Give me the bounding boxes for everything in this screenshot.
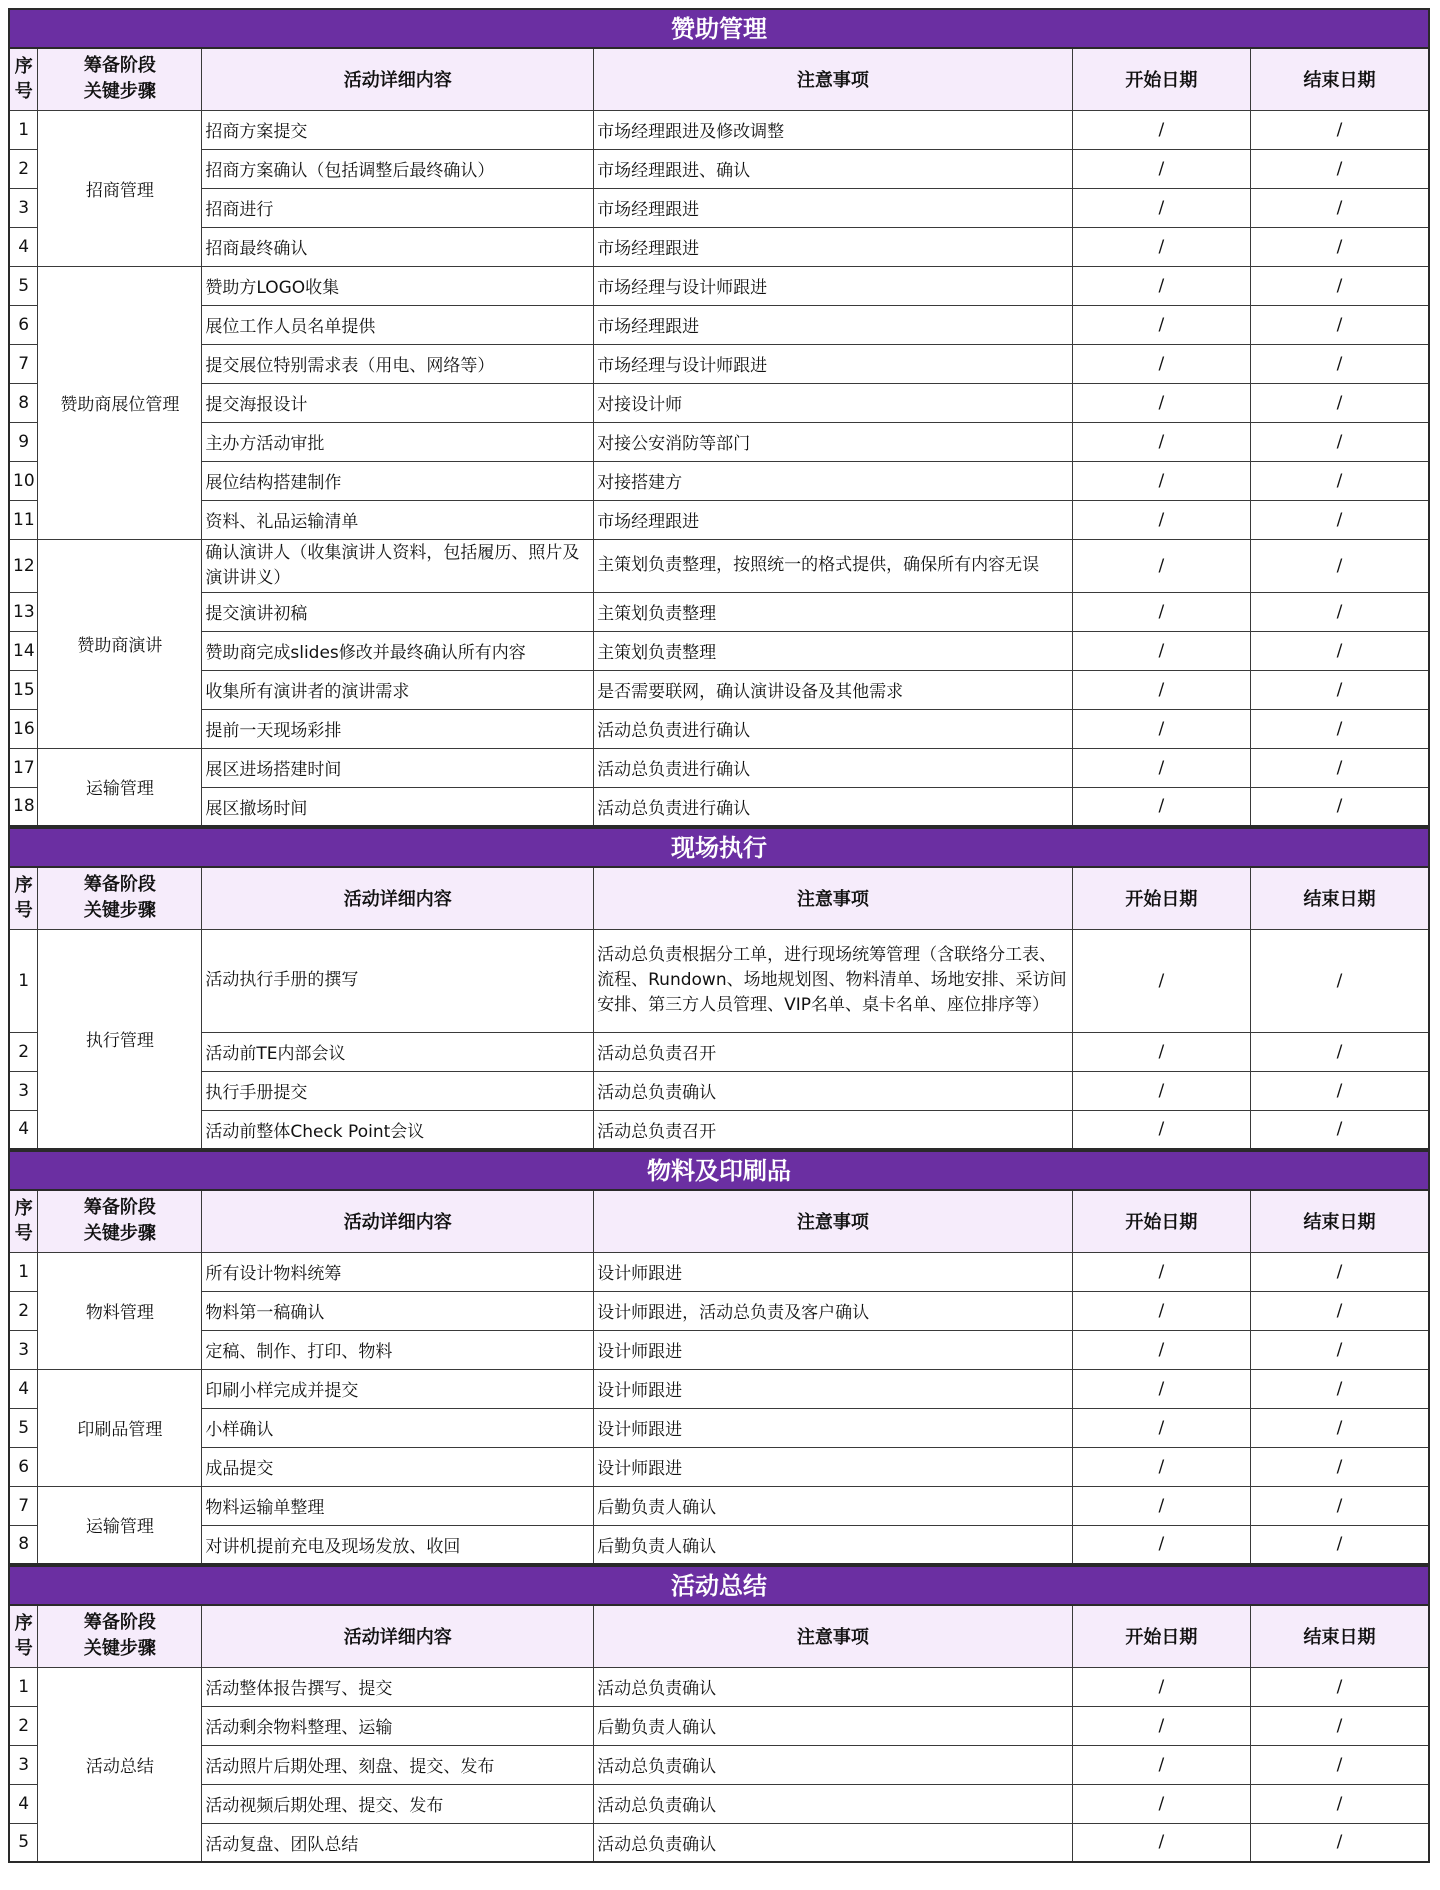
row-notes: 活动总负责召开	[594, 1032, 1073, 1071]
column-header-content: 活动详细内容	[202, 1605, 594, 1667]
column-header-stage-line2: 关键步骤	[83, 81, 156, 103]
row-notes: 市场经理与设计师跟进	[594, 266, 1073, 305]
column-header-start-date: 开始日期	[1072, 1190, 1250, 1252]
column-header-start-date: 开始日期	[1072, 867, 1250, 929]
row-end-date: /	[1251, 1447, 1429, 1486]
row-content: 招商方案确认（包括调整后最终确认）	[202, 149, 594, 188]
row-content: 印刷小样完成并提交	[202, 1369, 594, 1408]
table-row	[9, 1706, 1429, 1745]
row-content: 展区进场搭建时间	[202, 748, 594, 787]
row-start-date: /	[1072, 1447, 1250, 1486]
column-header-stage	[38, 867, 202, 929]
row-seq: 12	[9, 539, 38, 592]
row-start-date: /	[1072, 748, 1250, 787]
row-content: 展位工作人员名单提供	[202, 305, 594, 344]
column-header-stage-line1: 筹备阶段	[83, 55, 156, 77]
table-row	[9, 787, 1429, 826]
section-table	[8, 866, 1430, 1150]
row-end-date: /	[1251, 748, 1429, 787]
row-stage: 运输管理	[38, 1486, 202, 1564]
column-header-notes: 注意事项	[594, 1190, 1073, 1252]
row-notes: 市场经理跟进及修改调整	[594, 110, 1073, 149]
column-header-notes: 注意事项	[594, 1605, 1073, 1667]
row-start-date: /	[1072, 1784, 1250, 1823]
row-seq: 7	[9, 1486, 38, 1525]
row-notes: 后勤负责人确认	[594, 1486, 1073, 1525]
row-content: 物料第一稿确认	[202, 1291, 594, 1330]
row-seq: 5	[9, 1823, 38, 1862]
row-start-date: /	[1072, 227, 1250, 266]
row-start-date: /	[1072, 1525, 1250, 1564]
row-seq: 2	[9, 149, 38, 188]
row-seq: 1	[9, 110, 38, 149]
row-seq: 1	[9, 1252, 38, 1291]
row-seq: 4	[9, 227, 38, 266]
row-content: 招商方案提交	[202, 110, 594, 149]
row-notes: 活动总负责进行确认	[594, 787, 1073, 826]
row-start-date: /	[1072, 500, 1250, 539]
row-stage: 运输管理	[38, 748, 202, 826]
row-notes: 市场经理跟进	[594, 227, 1073, 266]
row-content: 招商进行	[202, 188, 594, 227]
column-header-stage-line1: 筹备阶段	[83, 874, 156, 896]
table-row	[9, 266, 1429, 305]
row-notes: 活动总负责确认	[594, 1667, 1073, 1706]
row-end-date: /	[1251, 539, 1429, 592]
row-content: 成品提交	[202, 1447, 594, 1486]
row-content: 活动复盘、团队总结	[202, 1823, 594, 1862]
table-row	[9, 1525, 1429, 1564]
column-header-stage-line2: 关键步骤	[83, 1223, 156, 1245]
row-end-date: /	[1251, 1525, 1429, 1564]
row-start-date: /	[1072, 539, 1250, 592]
row-stage: 赞助商演讲	[38, 539, 202, 748]
row-content: 物料运输单整理	[202, 1486, 594, 1525]
row-start-date: /	[1072, 1706, 1250, 1745]
table-row	[9, 709, 1429, 748]
table-row	[9, 1330, 1429, 1369]
row-seq: 4	[9, 1110, 38, 1149]
column-header-stage-line2: 关键步骤	[83, 900, 156, 922]
row-content: 确认演讲人（收集演讲人资料，包括履历、照片及演讲讲义）	[202, 539, 594, 592]
table-row	[9, 188, 1429, 227]
table-row	[9, 1252, 1429, 1291]
column-header-stage	[38, 1605, 202, 1667]
row-content: 赞助商完成slides修改并最终确认所有内容	[202, 631, 594, 670]
row-notes: 活动总负责确认	[594, 1745, 1073, 1784]
row-content: 提前一天现场彩排	[202, 709, 594, 748]
row-seq: 3	[9, 1745, 38, 1784]
row-end-date: /	[1251, 1486, 1429, 1525]
table-row	[9, 1110, 1429, 1149]
row-start-date: /	[1072, 670, 1250, 709]
row-notes: 设计师跟进	[594, 1330, 1073, 1369]
row-content: 展区撤场时间	[202, 787, 594, 826]
row-start-date: /	[1072, 1032, 1250, 1071]
row-end-date: /	[1251, 1745, 1429, 1784]
row-start-date: /	[1072, 631, 1250, 670]
column-header-seq: 序号	[9, 1190, 38, 1252]
row-content: 提交演讲初稿	[202, 592, 594, 631]
table-row	[9, 422, 1429, 461]
row-stage: 活动总结	[38, 1667, 202, 1862]
row-seq: 7	[9, 344, 38, 383]
column-header-start-date: 开始日期	[1072, 1605, 1250, 1667]
row-notes: 主策划负责整理，按照统一的格式提供，确保所有内容无误	[594, 539, 1073, 592]
row-start-date: /	[1072, 1330, 1250, 1369]
row-notes: 对接公安消防等部门	[594, 422, 1073, 461]
row-seq: 13	[9, 592, 38, 631]
row-start-date: /	[1072, 1408, 1250, 1447]
section-title: 物料及印刷品	[8, 1150, 1430, 1189]
row-start-date: /	[1072, 1110, 1250, 1149]
column-header-content: 活动详细内容	[202, 48, 594, 110]
row-end-date: /	[1251, 1784, 1429, 1823]
header-row	[9, 48, 1429, 110]
table-row	[9, 1486, 1429, 1525]
table-row	[9, 344, 1429, 383]
column-header-end-date: 结束日期	[1251, 48, 1429, 110]
row-content: 提交展位特别需求表（用电、网络等）	[202, 344, 594, 383]
table-row	[9, 670, 1429, 709]
row-end-date: /	[1251, 266, 1429, 305]
table-row	[9, 149, 1429, 188]
row-notes: 活动总负责确认	[594, 1784, 1073, 1823]
row-seq: 3	[9, 1071, 38, 1110]
row-end-date: /	[1251, 1667, 1429, 1706]
row-start-date: /	[1072, 383, 1250, 422]
row-notes: 活动总负责进行确认	[594, 709, 1073, 748]
row-stage: 印刷品管理	[38, 1369, 202, 1486]
row-seq: 14	[9, 631, 38, 670]
row-notes: 对接设计师	[594, 383, 1073, 422]
row-start-date: /	[1072, 1745, 1250, 1784]
row-content: 资料、礼品运输清单	[202, 500, 594, 539]
row-notes: 活动总负责确认	[594, 1823, 1073, 1862]
row-content: 赞助方LOGO收集	[202, 266, 594, 305]
row-seq: 3	[9, 188, 38, 227]
row-end-date: /	[1251, 227, 1429, 266]
row-end-date: /	[1251, 500, 1429, 539]
row-start-date: /	[1072, 188, 1250, 227]
table-row	[9, 1408, 1429, 1447]
row-end-date: /	[1251, 305, 1429, 344]
column-header-stage	[38, 1190, 202, 1252]
row-stage: 招商管理	[38, 110, 202, 266]
row-content: 活动整体报告撰写、提交	[202, 1667, 594, 1706]
row-start-date: /	[1072, 149, 1250, 188]
row-seq: 17	[9, 748, 38, 787]
table-row	[9, 227, 1429, 266]
row-content: 小样确认	[202, 1408, 594, 1447]
row-seq: 2	[9, 1706, 38, 1745]
row-content: 提交海报设计	[202, 383, 594, 422]
column-header-seq: 序号	[9, 1605, 38, 1667]
row-end-date: /	[1251, 1408, 1429, 1447]
row-content: 活动前整体Check Point会议	[202, 1110, 594, 1149]
row-end-date: /	[1251, 1369, 1429, 1408]
section-table	[8, 1604, 1430, 1863]
row-end-date: /	[1251, 787, 1429, 826]
row-seq: 15	[9, 670, 38, 709]
column-header-start-date: 开始日期	[1072, 48, 1250, 110]
row-notes: 活动总负责召开	[594, 1110, 1073, 1149]
row-end-date: /	[1251, 670, 1429, 709]
table-row	[9, 631, 1429, 670]
row-end-date: /	[1251, 929, 1429, 1032]
row-content: 定稿、制作、打印、物料	[202, 1330, 594, 1369]
table-row	[9, 1369, 1429, 1408]
header-row	[9, 1190, 1429, 1252]
row-notes: 对接搭建方	[594, 461, 1073, 500]
row-notes: 设计师跟进	[594, 1447, 1073, 1486]
row-end-date: /	[1251, 1032, 1429, 1071]
row-seq: 4	[9, 1369, 38, 1408]
table-row	[9, 305, 1429, 344]
row-seq: 9	[9, 422, 38, 461]
row-content: 活动照片后期处理、刻盘、提交、发布	[202, 1745, 594, 1784]
row-start-date: /	[1072, 929, 1250, 1032]
row-end-date: /	[1251, 1252, 1429, 1291]
row-end-date: /	[1251, 1071, 1429, 1110]
table-row	[9, 500, 1429, 539]
row-seq: 1	[9, 929, 38, 1032]
row-start-date: /	[1072, 1252, 1250, 1291]
row-end-date: /	[1251, 1706, 1429, 1745]
row-seq: 2	[9, 1032, 38, 1071]
row-end-date: /	[1251, 344, 1429, 383]
row-start-date: /	[1072, 1486, 1250, 1525]
row-notes: 市场经理跟进	[594, 500, 1073, 539]
column-header-end-date: 结束日期	[1251, 867, 1429, 929]
table-row	[9, 1291, 1429, 1330]
table-row	[9, 1071, 1429, 1110]
row-start-date: /	[1072, 461, 1250, 500]
row-seq: 5	[9, 266, 38, 305]
row-start-date: /	[1072, 1291, 1250, 1330]
row-notes: 后勤负责人确认	[594, 1706, 1073, 1745]
row-end-date: /	[1251, 461, 1429, 500]
table-row	[9, 539, 1429, 592]
row-seq: 10	[9, 461, 38, 500]
table-row	[9, 1032, 1429, 1071]
row-end-date: /	[1251, 709, 1429, 748]
column-header-notes: 注意事项	[594, 48, 1073, 110]
table-row	[9, 461, 1429, 500]
row-stage: 物料管理	[38, 1252, 202, 1369]
column-header-end-date: 结束日期	[1251, 1605, 1429, 1667]
row-notes: 市场经理与设计师跟进	[594, 344, 1073, 383]
column-header-content: 活动详细内容	[202, 1190, 594, 1252]
section-title: 现场执行	[8, 827, 1430, 866]
row-start-date: /	[1072, 1369, 1250, 1408]
row-start-date: /	[1072, 1823, 1250, 1862]
table-row	[9, 592, 1429, 631]
row-content: 活动前TE内部会议	[202, 1032, 594, 1071]
column-header-stage-line1: 筹备阶段	[83, 1612, 156, 1634]
row-seq: 3	[9, 1330, 38, 1369]
row-notes: 设计师跟进	[594, 1252, 1073, 1291]
row-seq: 4	[9, 1784, 38, 1823]
row-end-date: /	[1251, 592, 1429, 631]
table-row	[9, 1745, 1429, 1784]
row-end-date: /	[1251, 631, 1429, 670]
row-notes: 主策划负责整理	[594, 592, 1073, 631]
row-stage: 执行管理	[38, 929, 202, 1149]
header-row	[9, 1605, 1429, 1667]
row-start-date: /	[1072, 1667, 1250, 1706]
row-seq: 5	[9, 1408, 38, 1447]
row-seq: 8	[9, 383, 38, 422]
row-notes: 活动总负责根据分工单，进行现场统筹管理（含联络分工表、流程、Rundown、场地规划图、物料清单、场地安排、采访间安排、第三方人员管理、VIP名单、桌卡名单、座位排序等）	[594, 929, 1073, 1032]
row-content: 展位结构搭建制作	[202, 461, 594, 500]
row-content: 执行手册提交	[202, 1071, 594, 1110]
row-seq: 6	[9, 305, 38, 344]
row-content: 活动执行手册的撰写	[202, 929, 594, 1032]
column-header-end-date: 结束日期	[1251, 1190, 1429, 1252]
row-end-date: /	[1251, 1110, 1429, 1149]
row-notes: 活动总负责进行确认	[594, 748, 1073, 787]
column-header-content: 活动详细内容	[202, 867, 594, 929]
table-row	[9, 748, 1429, 787]
column-header-stage-line2: 关键步骤	[83, 1638, 156, 1660]
row-content: 对讲机提前充电及现场发放、收回	[202, 1525, 594, 1564]
row-start-date: /	[1072, 422, 1250, 461]
row-seq: 11	[9, 500, 38, 539]
row-content: 主办方活动审批	[202, 422, 594, 461]
row-start-date: /	[1072, 592, 1250, 631]
table-row	[9, 1447, 1429, 1486]
row-notes: 设计师跟进	[594, 1408, 1073, 1447]
table-row	[9, 110, 1429, 149]
row-start-date: /	[1072, 709, 1250, 748]
column-header-notes: 注意事项	[594, 867, 1073, 929]
row-end-date: /	[1251, 383, 1429, 422]
table-row	[9, 383, 1429, 422]
row-start-date: /	[1072, 110, 1250, 149]
row-notes: 设计师跟进	[594, 1369, 1073, 1408]
row-seq: 8	[9, 1525, 38, 1564]
row-notes: 市场经理跟进	[594, 305, 1073, 344]
row-seq: 6	[9, 1447, 38, 1486]
column-header-seq: 序号	[9, 867, 38, 929]
row-seq: 2	[9, 1291, 38, 1330]
column-header-seq: 序号	[9, 48, 38, 110]
row-notes: 市场经理跟进	[594, 188, 1073, 227]
table-row	[9, 1784, 1429, 1823]
row-content: 所有设计物料统筹	[202, 1252, 594, 1291]
row-end-date: /	[1251, 1291, 1429, 1330]
section-title: 赞助管理	[8, 8, 1430, 47]
row-end-date: /	[1251, 149, 1429, 188]
row-seq: 18	[9, 787, 38, 826]
section-title: 活动总结	[8, 1565, 1430, 1604]
row-content: 招商最终确认	[202, 227, 594, 266]
row-notes: 主策划负责整理	[594, 631, 1073, 670]
table-row	[9, 929, 1429, 1032]
row-end-date: /	[1251, 422, 1429, 461]
schedule-sheet	[8, 8, 1430, 1863]
header-row	[9, 867, 1429, 929]
row-seq: 16	[9, 709, 38, 748]
table-row	[9, 1823, 1429, 1862]
column-header-stage	[38, 48, 202, 110]
row-content: 活动视频后期处理、提交、发布	[202, 1784, 594, 1823]
row-content: 收集所有演讲者的演讲需求	[202, 670, 594, 709]
row-start-date: /	[1072, 305, 1250, 344]
section-table	[8, 47, 1430, 827]
row-notes: 是否需要联网，确认演讲设备及其他需求	[594, 670, 1073, 709]
table-row	[9, 1667, 1429, 1706]
row-stage: 赞助商展位管理	[38, 266, 202, 539]
row-content: 活动剩余物料整理、运输	[202, 1706, 594, 1745]
row-end-date: /	[1251, 1823, 1429, 1862]
row-notes: 后勤负责人确认	[594, 1525, 1073, 1564]
row-end-date: /	[1251, 110, 1429, 149]
row-start-date: /	[1072, 344, 1250, 383]
section-table	[8, 1189, 1430, 1565]
row-end-date: /	[1251, 1330, 1429, 1369]
column-header-stage-line1: 筹备阶段	[83, 1197, 156, 1219]
row-start-date: /	[1072, 266, 1250, 305]
row-notes: 活动总负责确认	[594, 1071, 1073, 1110]
row-notes: 设计师跟进，活动总负责及客户确认	[594, 1291, 1073, 1330]
row-notes: 市场经理跟进、确认	[594, 149, 1073, 188]
row-end-date: /	[1251, 188, 1429, 227]
row-start-date: /	[1072, 787, 1250, 826]
row-seq: 1	[9, 1667, 38, 1706]
row-start-date: /	[1072, 1071, 1250, 1110]
